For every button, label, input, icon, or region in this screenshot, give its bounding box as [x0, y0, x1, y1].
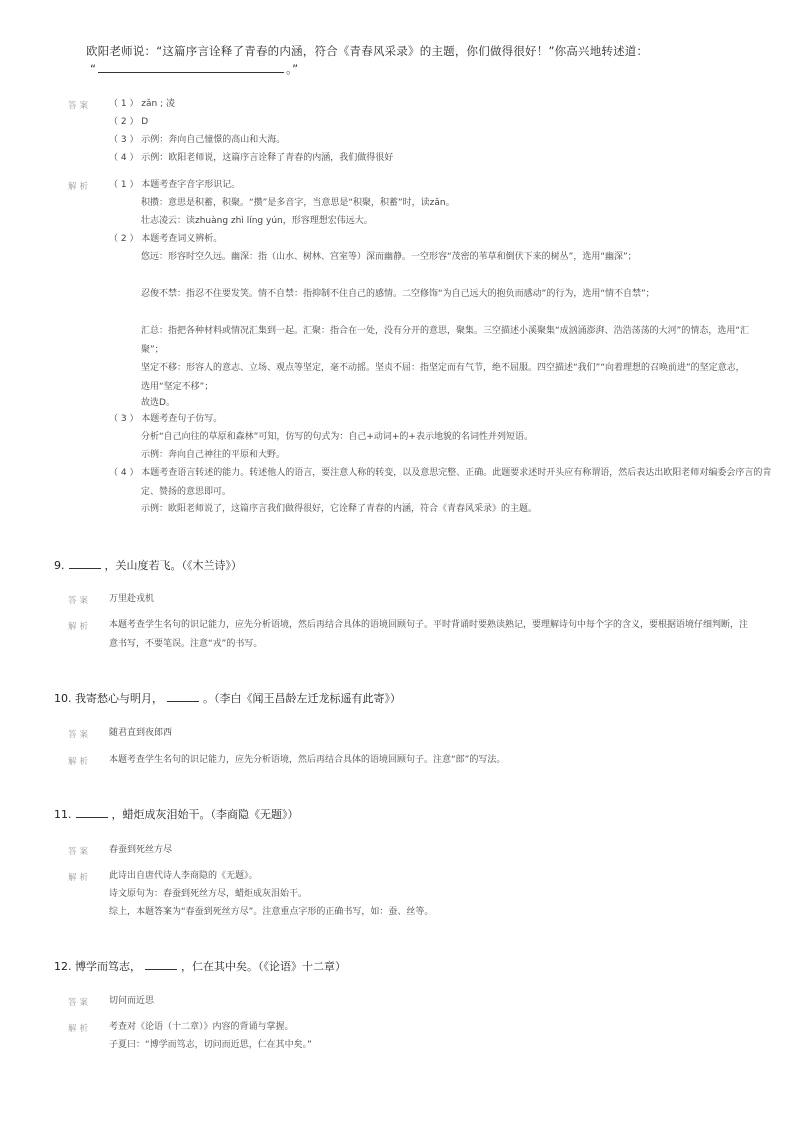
q8-analysis-1-head: （ 1 ） 本题考查字音字形识记。 [109, 180, 241, 190]
q8-analysis-2-para: 忍俊不禁：指忍不住要发笑。情不自禁：指抑制不住自己的感情。二空修饰“为自己远大的抱负而感动”的行为，选用“情不自禁”； [141, 289, 655, 299]
q8-answer-1: （ 1 ） zǎn ; 凌 [109, 99, 176, 109]
analysis-label: 解析 [68, 1024, 92, 1034]
answer-label: 答案 [68, 596, 92, 606]
answer-blank [98, 61, 284, 73]
answer-label: 答案 [68, 101, 92, 111]
q8-analysis-2-head: （ 2 ） 本题考查词义辨析。 [109, 234, 223, 244]
question-10 [54, 690, 401, 706]
q8-answer-4: （ 4 ） 示例：欧阳老师说，这篇序言诠释了青春的内涵，我们做得很好 [109, 153, 394, 163]
analysis-label: 解析 [68, 757, 92, 767]
q8-analysis-4-example: 示例：欧阳老师说了，这篇序言我们做得很好，它诠释了青春的内涵，符合《青春风采录》的主题。 [141, 504, 538, 514]
question-text: 。（李白《闻王昌龄左迁龙标遥有此寄》） [203, 692, 401, 705]
answer-label: 答案 [68, 730, 92, 740]
q12-answer: 切问而近思 [109, 996, 155, 1006]
q8-analysis-3-head: （ 3 ） 本题考查句子仿写。 [109, 414, 223, 424]
q11-analysis-line: 综上，本题答案为“春蚕到死丝方尽”。注意重点字形的正确书写，如：蚕、丝等。 [109, 907, 434, 917]
question-9 [54, 557, 242, 573]
question-text: 12. 博学而笃志， [54, 960, 141, 973]
q8-answer-2: （ 2 ） D [109, 117, 149, 127]
question-number: 9. [54, 559, 65, 572]
q8-analysis-1-line: 壮志凌云：读zhuàng zhì líng yún，形容理想宏伟远大。 [141, 216, 373, 226]
q8-analysis-3-line: 分析“自己向往的草原和森林”可知，仿写的句式为：自己+动词+的+表示地貌的名词性并列短语。 [141, 432, 533, 442]
question-12 [54, 958, 346, 974]
q8-analysis-2-conclusion: 故选D。 [141, 398, 175, 408]
q8-analysis-3-line: 示例：奔向自己神往的平原和大野。 [141, 450, 286, 460]
fill-blank [167, 691, 199, 702]
question-text: ，关山度若飞。（《木兰诗》） [104, 559, 242, 572]
q8-analysis-4-head: （ 4 ） 本题考查语言转述的能力。转述他人的语言，要注意人称的转变，以及意思完整、正确。此题要求述时开头应有称谓语，然后表达出欧阳老师对编委会序言的肯定、赞扬的意思即可。 [109, 468, 772, 497]
analysis-label: 解析 [68, 873, 92, 883]
q8-analysis-1-line: 积攒：意思是积蓄，积聚。“攒”是多音字，当意思是“积聚，积蓄”时，读zǎn。 [141, 198, 455, 208]
q8-analysis-2-para: 坚定不移：形容人的意志、立场、观点等坚定，毫不动摇。坚贞不屈：指坚定而有气节，绝不屈服。四空描述“我们”“向着理想的召唤前进”的坚定意志，选用“坚定不移”； [141, 363, 745, 392]
question-text: 10. 我寄愁心与明月， [54, 692, 163, 705]
intro-line-1: 欧阳老师说：“这篇序言诠释了青春的内涵，符合《青春风采录》的主题，你们做得很好！”你高兴地转述道： [86, 44, 649, 58]
close-quote: 。” [286, 62, 299, 76]
question-number: 11. [54, 808, 72, 821]
q9-analysis: 本题考查学生名句的识记能力，应先分析语境，然后再结合具体的语境回顾句子。平时背诵时要熟读熟记，要理解诗句中每个字的含义，要根据语境仔细判断，注意书写，不要笔误。注意“戎”的书写。 [109, 620, 749, 649]
q8-analysis-2-para: 汇总：指把各种材料或情况汇集到一起。汇聚：指合在一处，没有分开的意思，聚集。三空描述小溪聚集“成汹涌澎湃、浩浩荡荡的大河”的情态，选用“汇聚”； [141, 326, 749, 355]
q8-answer-3: （ 3 ） 示例：奔向自己憧憬的高山和大海。 [109, 135, 286, 145]
intro-line-2 [90, 61, 298, 77]
q12-analysis-line: 考查对《论语（十二章）》内容的背诵与掌握。 [109, 1022, 294, 1032]
q10-analysis: 本题考查学生名句的识记能力，应先分析语境，然后再结合具体的语境回顾句子。注意“郎”的写法。 [109, 755, 506, 765]
analysis-label: 解析 [68, 622, 92, 632]
open-quote: “ [90, 62, 97, 76]
q11-analysis-line: 此诗出自唐代诗人李商隐的《无题》。 [109, 871, 258, 881]
question-text: ，仁在其中矣。（《论语》十二章） [181, 960, 346, 973]
answer-label: 答案 [68, 847, 92, 857]
question-text: ，蜡炬成灰泪始干。（李商隐《无题》） [111, 808, 299, 821]
analysis-label: 解析 [68, 182, 92, 192]
q11-answer: 春蚕到死丝方尽 [109, 845, 173, 855]
q12-analysis-line: 子夏曰：“博学而笃志，切问而近思，仁在其中矣。” [109, 1040, 312, 1050]
q10-answer: 随君直到夜郎西 [109, 728, 173, 738]
fill-blank [145, 959, 177, 970]
q11-analysis-line: 诗文原句为：春蚕到死丝方尽，蜡炬成灰泪始干。 [109, 889, 308, 899]
q8-analysis-2-para: 悠远：形容时空久远。幽深：指（山水、树林、宫室等）深而幽静。一空形容“茂密的苇草和倒伏下来的树丛”，选用“幽深”； [141, 252, 637, 262]
fill-blank [69, 558, 101, 569]
question-11 [54, 806, 299, 822]
q9-answer: 万里赴戎机 [109, 594, 155, 604]
fill-blank [76, 807, 108, 818]
answer-label: 答案 [68, 998, 92, 1008]
